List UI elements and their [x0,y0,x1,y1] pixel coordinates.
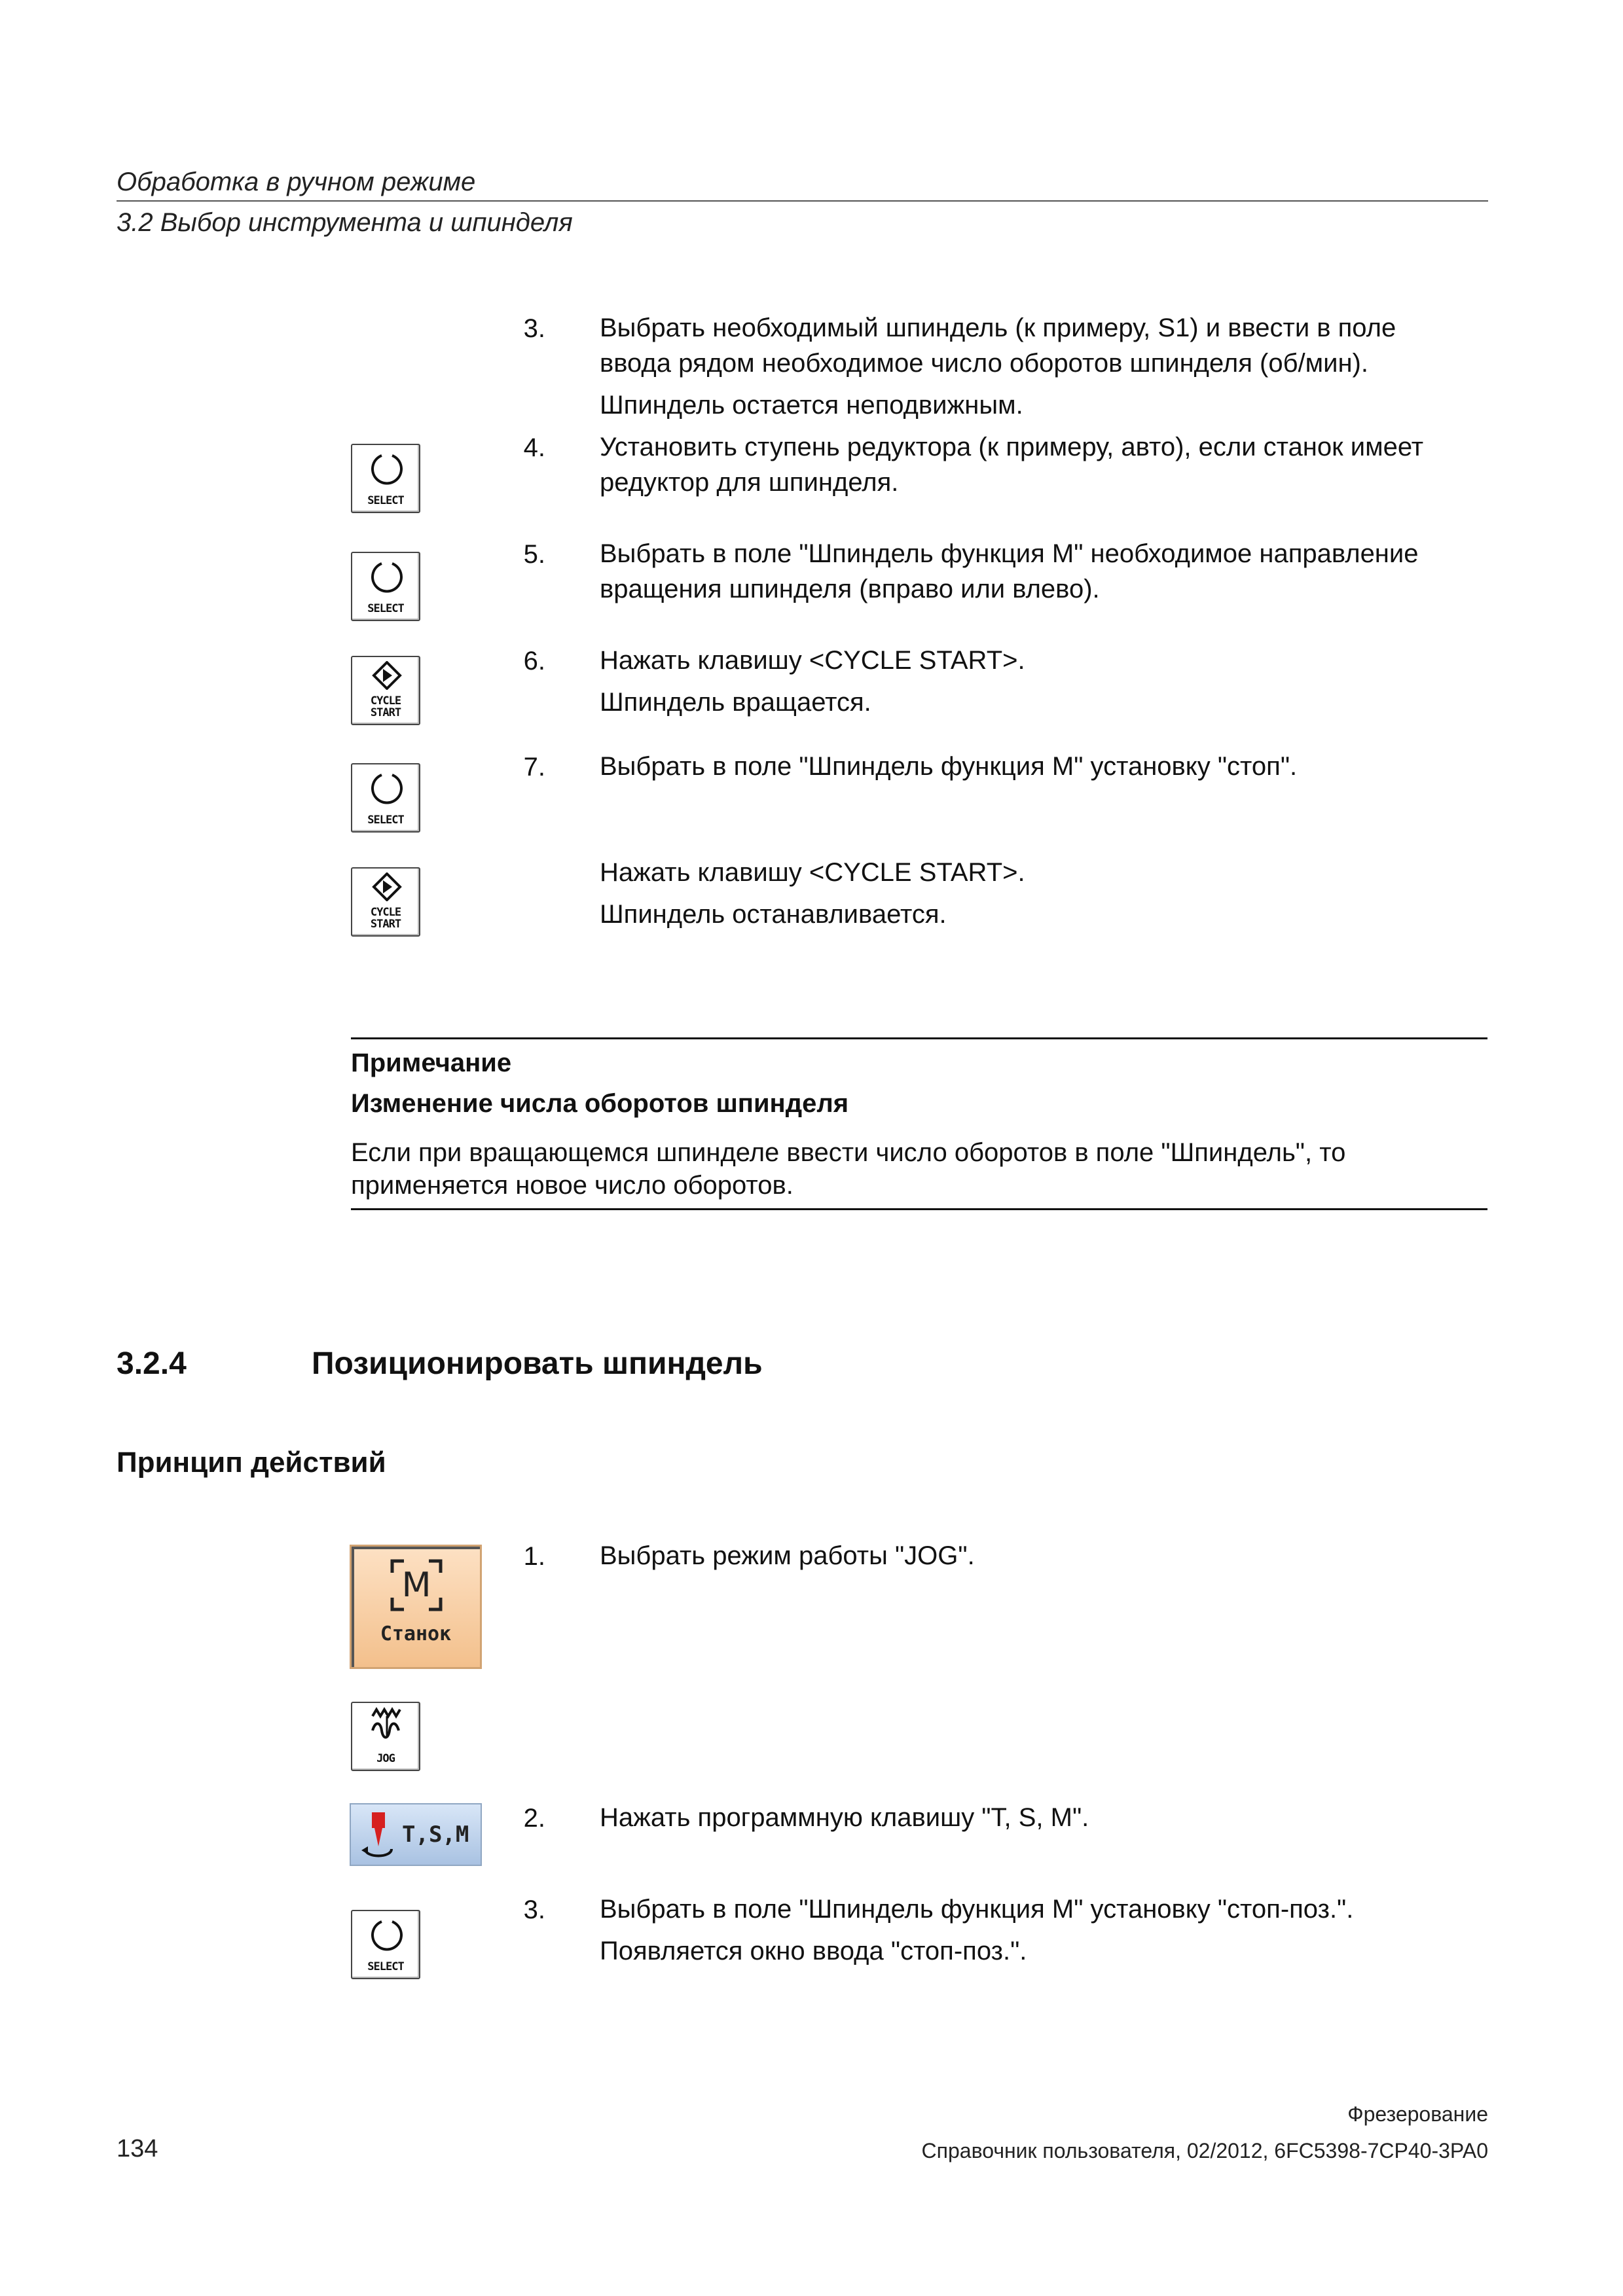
footer-manual: Справочник пользователя, 02/2012, 6FC5398-7CP40-3PA0 [921,2139,1488,2162]
note-bottom-rule [351,1208,1487,1210]
step-text: Выбрать необходимый шпиндель (к примеру, S1) и ввести в поле ввода рядом необходимое число оборотов шпинделя (об/мин). Шпиндель остается неподвижным. [600,314,1396,420]
machine-button[interactable]: M Станок [350,1545,482,1669]
select-icon [369,770,405,806]
step-number: 4. [523,433,545,462]
select-key[interactable]: SELECT [351,552,420,621]
step-text: Выбрать в поле "Шпиндель функция M" установку "стоп". [600,752,1298,781]
step-number: 1. [523,1542,545,1571]
jog-key[interactable]: JOG [351,1702,420,1771]
running-header-chapter: Обработка в ручном режиме [117,168,476,196]
step-number: 5. [523,540,545,569]
select-key[interactable]: SELECT [351,763,420,833]
machine-icon [388,1557,445,1613]
cycle-start-key[interactable]: CYCLE START [351,656,420,725]
select-key[interactable]: SELECT [351,444,420,513]
step-number: 6. [523,647,545,675]
note-body: Если при вращающемся шпинделе ввести число оборотов в поле "Шпиндель", то применяется новое число оборотов. [351,1138,1346,1200]
step-text: Выбрать в поле "Шпиндель функция M" установку "стоп-поз.". Появляется окно ввода "стоп-поз.". [600,1895,1354,1965]
header-rule [117,200,1488,202]
note-top-rule [351,1037,1487,1039]
cycle-start-icon [369,872,405,901]
step-text: Установить ступень редуктора (к примеру, авто), если станок имеет редуктор для шпинделя. [600,433,1424,497]
select-icon [369,558,405,595]
running-header-section: 3.2 Выбор инструмента и шпинделя [117,208,573,237]
cycle-start-icon [369,661,405,690]
select-icon [369,450,405,487]
step-number: 2. [523,1804,545,1833]
section-subtitle: Принцип действий [117,1446,386,1479]
section-number: 3.2.4 [117,1346,187,1381]
step-text: Выбрать режим работы "JOG". [600,1541,975,1570]
step-text: Нажать клавишу <CYCLE START>. Шпиндель вращается. [600,646,1025,717]
step-number: 7. [523,753,545,781]
tsm-softkey[interactable]: T,S,M [350,1803,482,1866]
note-label: Примечание [351,1049,512,1077]
section-title: Позиционировать шпиндель [312,1346,763,1381]
footer-product: Фрезерование [1347,2102,1488,2126]
page-number: 134 [117,2135,158,2162]
step-text: Нажать клавишу <CYCLE START>. Шпиндель останавливается. [600,858,1025,929]
step-text: Нажать программную клавишу "T, S, M". [600,1803,1089,1832]
spindle-tool-icon [359,1810,398,1862]
jog-icon [369,1707,405,1746]
select-icon [369,1916,405,1953]
step-number: 3. [523,1895,545,1924]
select-key[interactable]: SELECT [351,1910,420,1979]
note-title: Изменение числа оборотов шпинделя [351,1089,849,1118]
svg-text:M: M [401,1566,431,1605]
cycle-start-key[interactable]: CYCLE START [351,867,420,937]
step-text: Выбрать в поле "Шпиндель функция M" необходимое направление вращения шпинделя (вправо или влево). [600,539,1419,603]
step-number: 3. [523,314,545,343]
